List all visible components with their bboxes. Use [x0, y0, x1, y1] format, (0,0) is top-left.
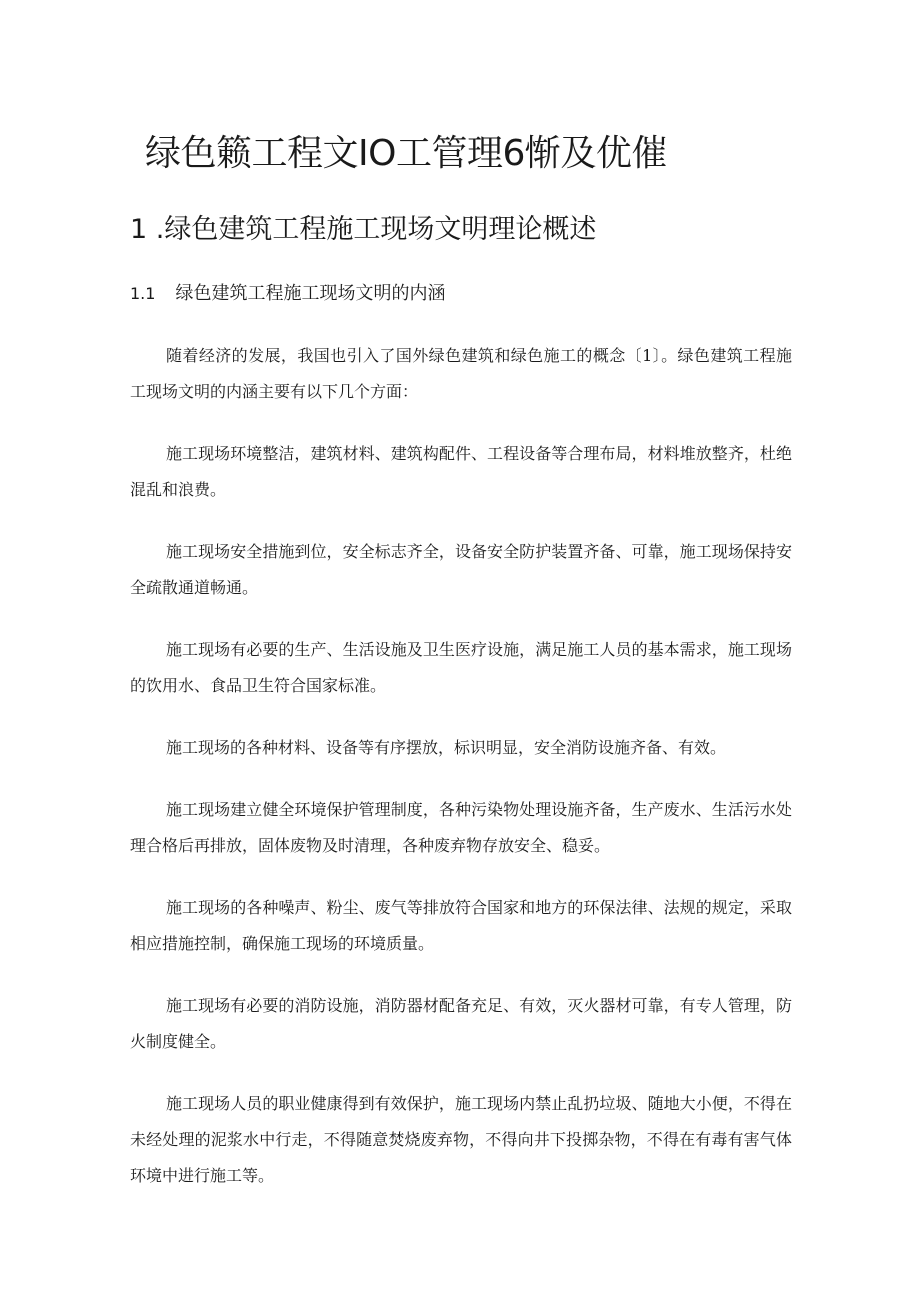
document-title: 绿色籁工程文IO工管理6惭及优催	[145, 133, 667, 174]
paragraph: 施工现场人员的职业健康得到有效保护，施工现场内禁止乱扔垃圾、随地大小便，不得在未经处理的泥浆水中行走，不得随意焚烧废弃物，不得向井下投掷杂物，不得在有毒有害气体环境中进行施工等。	[130, 1094, 792, 1185]
paragraph: 施工现场有必要的生产、生活设施及卫生医疗设施，满足施工人员的基本需求，施工现场的饮用水、食品卫生符合国家标准。	[130, 640, 792, 695]
subsection-title: 绿色建筑工程施工现场文明的内涵	[175, 283, 446, 304]
paragraph: 施工现场有必要的消防设施，消防器材配备充足、有效，灭火器材可靠，有专人管理，防火制度健全。	[130, 996, 792, 1051]
subsection-heading	[130, 280, 445, 308]
paragraph: 施工现场的各种材料、设备等有序摆放，标识明显，安全消防设施齐备、有效。	[166, 738, 727, 757]
paragraph: 施工现场的各种噪声、粉尘、废气等排放符合国家和地方的环保法律、法规的规定，采取相应措施控制，确保施工现场的环境质量。	[130, 898, 792, 953]
paragraph: 随着经济的发展，我国也引入了国外绿色建筑和绿色施工的概念〔1〕。绿色建筑工程施工现场文明的内涵主要有以下几个方面：	[130, 346, 792, 401]
paragraph: 施工现场建立健全环境保护管理制度，各种污染物处理设施齐备，生产废水、生活污水处理合格后再排放，固体废物及时清理，各种废弃物存放安全、稳妥。	[130, 800, 792, 855]
section-heading: 1 .绿色建筑工程施工现场文明理论概述	[130, 214, 597, 245]
body-text	[130, 338, 792, 1220]
paragraph: 施工现场环境整洁，建筑材料、建筑构配件、工程设备等合理布局，材料堆放整齐，杜绝混乱和浪费。	[130, 444, 792, 499]
subsection-number: 1.1	[130, 284, 156, 303]
paragraph: 施工现场安全措施到位，安全标志齐全，设备安全防护装置齐备、可靠，施工现场保持安全疏散通道畅通。	[130, 542, 792, 597]
